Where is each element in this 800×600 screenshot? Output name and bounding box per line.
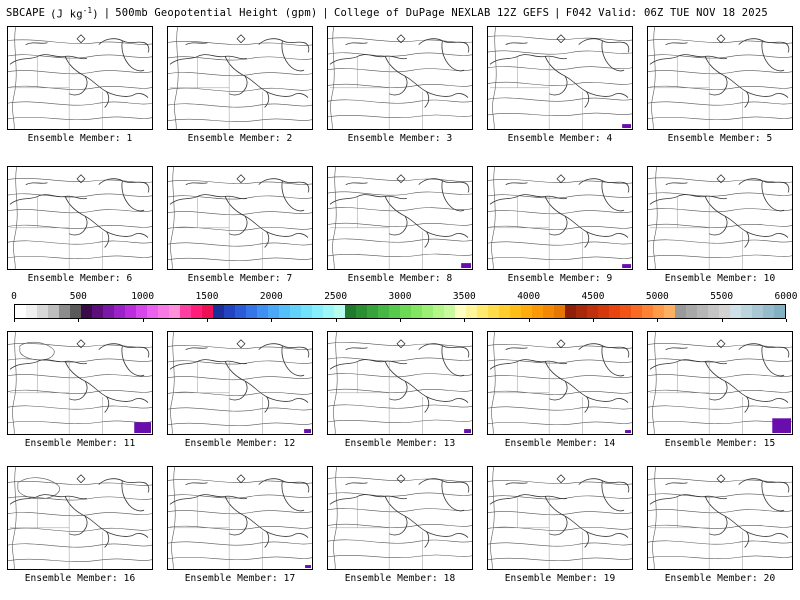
map-canvas[interactable] [487, 466, 633, 570]
colorbar-tick-labels [11, 291, 798, 304]
panel-caption: Ensemble Member: 9 [507, 273, 613, 284]
colorbar-tick-label: 5500 [710, 291, 734, 302]
map-canvas[interactable] [327, 466, 473, 570]
colorbar-swatch [554, 305, 565, 318]
panel-caption: Ensemble Member: 1 [27, 133, 133, 144]
colorbar-swatch [367, 305, 378, 318]
map-panel-6[interactable] [0, 166, 160, 284]
colorbar-swatch [202, 305, 213, 318]
colorbar-tick-label: 1500 [195, 291, 219, 302]
panel-caption: Ensemble Member: 10 [664, 273, 776, 284]
map-panel-1[interactable] [0, 26, 160, 144]
panel-caption: Ensemble Member: 16 [24, 573, 136, 584]
panel-caption: Ensemble Member: 3 [347, 133, 453, 144]
map-panel-5[interactable] [640, 26, 800, 144]
header-units: (J $kg^{-1}$) [50, 5, 99, 21]
panel-caption: Ensemble Member: 7 [187, 273, 293, 284]
colorbar-swatch [565, 305, 576, 318]
colorbar-swatch [697, 305, 708, 318]
colorbar-tick [400, 319, 401, 322]
panel-caption: Ensemble Member: 18 [344, 573, 456, 584]
header-field: SBCAPE [6, 7, 46, 19]
colorbar-tick [78, 319, 79, 322]
colorbar-swatch [675, 305, 686, 318]
panel-caption: Ensemble Member: 15 [664, 438, 776, 449]
map-canvas[interactable] [487, 331, 633, 435]
colorbar-swatch [279, 305, 290, 318]
colorbar-swatch [433, 305, 444, 318]
map-canvas[interactable] [167, 166, 313, 270]
map-panel-3[interactable] [320, 26, 480, 144]
colorbar-swatch [268, 305, 279, 318]
colorbar-tick [271, 319, 272, 322]
colorbar-swatch [158, 305, 169, 318]
colorbar-swatch [290, 305, 301, 318]
colorbar-tick [336, 319, 337, 322]
map-canvas[interactable] [487, 26, 633, 130]
colorbar-swatch [356, 305, 367, 318]
colorbar-tick [207, 319, 208, 322]
map-canvas[interactable] [647, 466, 793, 570]
colorbar-swatch [312, 305, 323, 318]
colorbar-tick [529, 319, 530, 322]
map-canvas[interactable] [167, 466, 313, 570]
map-panel-4[interactable] [480, 26, 640, 144]
colorbar [11, 291, 798, 323]
panel-caption: Ensemble Member: 4 [507, 133, 613, 144]
map-panel-20[interactable] [640, 466, 800, 584]
panel-caption: Ensemble Member: 8 [347, 273, 453, 284]
map-canvas[interactable] [7, 466, 153, 570]
colorbar-swatch [752, 305, 763, 318]
header-separator-3: | [554, 7, 561, 19]
colorbar-swatch [587, 305, 598, 318]
header-source: College of DuPage NEXLAB 12Z GEFS [333, 7, 550, 19]
map-canvas[interactable] [7, 166, 153, 270]
colorbar-swatch [477, 305, 488, 318]
colorbar-swatch [543, 305, 554, 318]
colorbar-swatch [191, 305, 202, 318]
colorbar-tick-label: 0 [11, 291, 17, 302]
colorbar-swatch [708, 305, 719, 318]
colorbar-tick-marks [14, 319, 786, 323]
colorbar-swatch [719, 305, 730, 318]
colorbar-swatch [642, 305, 653, 318]
map-panel-10[interactable] [640, 166, 800, 284]
map-canvas[interactable] [487, 166, 633, 270]
panel-row-4 [0, 466, 800, 584]
panel-caption: Ensemble Member: 19 [504, 573, 616, 584]
colorbar-swatch [114, 305, 125, 318]
colorbar-tick-label: 1000 [131, 291, 155, 302]
panel-caption: Ensemble Member: 14 [504, 438, 616, 449]
map-panel-12[interactable] [160, 331, 320, 449]
colorbar-swatch [125, 305, 136, 318]
map-panel-17[interactable] [160, 466, 320, 584]
colorbar-tick-label: 4000 [517, 291, 541, 302]
colorbar-swatch [70, 305, 81, 318]
colorbar-swatch [532, 305, 543, 318]
map-canvas[interactable] [647, 331, 793, 435]
map-panel-16[interactable] [0, 466, 160, 584]
colorbar-swatch [323, 305, 334, 318]
colorbar-swatch [730, 305, 741, 318]
colorbar-swatch [422, 305, 433, 318]
panel-row-2 [0, 166, 800, 284]
map-canvas[interactable] [7, 26, 153, 130]
header-separator-1: | [103, 7, 111, 19]
panel-caption: Ensemble Member: 17 [184, 573, 296, 584]
map-panel-15[interactable] [640, 331, 800, 449]
colorbar-tick-label: 2500 [324, 291, 348, 302]
panel-row-3 [0, 331, 800, 449]
colorbar-swatch [334, 305, 345, 318]
colorbar-swatch [455, 305, 466, 318]
colorbar-swatch [48, 305, 59, 318]
colorbar-swatch [389, 305, 400, 318]
colorbar-swatch [235, 305, 246, 318]
colorbar-swatch [653, 305, 664, 318]
panel-caption: Ensemble Member: 5 [667, 133, 773, 144]
colorbar-swatch [466, 305, 477, 318]
colorbar-swatch [664, 305, 675, 318]
colorbar-swatch [488, 305, 499, 318]
colorbar-tick-label: 3500 [452, 291, 476, 302]
colorbar-tick-label: 3000 [388, 291, 412, 302]
panel-caption: Ensemble Member: 20 [664, 573, 776, 584]
panel-caption: Ensemble Member: 13 [344, 438, 456, 449]
map-panel-14[interactable] [480, 331, 640, 449]
colorbar-tick [14, 319, 15, 322]
header-separator-2: | [322, 7, 329, 19]
map-canvas[interactable] [327, 166, 473, 270]
map-canvas[interactable] [327, 26, 473, 130]
colorbar-swatch [774, 305, 785, 318]
colorbar-swatch [444, 305, 455, 318]
colorbar-swatch [741, 305, 752, 318]
colorbar-swatch [246, 305, 257, 318]
colorbar-tick [786, 319, 787, 322]
colorbar-swatch [15, 305, 26, 318]
colorbar-swatch [631, 305, 642, 318]
colorbar-swatch [169, 305, 180, 318]
map-canvas[interactable] [647, 26, 793, 130]
colorbar-tick [722, 319, 723, 322]
colorbar-tick [593, 319, 594, 322]
colorbar-tick-label: 5000 [645, 291, 669, 302]
map-panel-2[interactable] [160, 26, 320, 144]
colorbar-swatch [686, 305, 697, 318]
header-level: 500mb Geopotential Height (gpm) [115, 7, 318, 19]
colorbar-swatch [59, 305, 70, 318]
map-canvas[interactable] [7, 331, 153, 435]
panel-caption: Ensemble Member: 12 [184, 438, 296, 449]
panel-row-1 [0, 26, 800, 144]
panel-caption: Ensemble Member: 11 [24, 438, 136, 449]
colorbar-swatch [521, 305, 532, 318]
colorbar-swatch [81, 305, 92, 318]
colorbar-swatch [26, 305, 37, 318]
colorbar-swatch [609, 305, 620, 318]
colorbar-swatch [257, 305, 268, 318]
colorbar-tick-label: 2000 [259, 291, 283, 302]
colorbar-swatch [147, 305, 158, 318]
panel-caption: Ensemble Member: 6 [27, 273, 133, 284]
colorbar-swatch [576, 305, 587, 318]
colorbar-swatch [224, 305, 235, 318]
map-panel-11[interactable] [0, 331, 160, 449]
colorbar-tick-label: 6000 [774, 291, 798, 302]
colorbar-swatch [510, 305, 521, 318]
page-title [0, 0, 800, 26]
colorbar-swatch [213, 305, 224, 318]
map-canvas[interactable] [167, 331, 313, 435]
map-panel-7[interactable] [160, 166, 320, 284]
map-panel-9[interactable] [480, 166, 640, 284]
map-panel-18[interactable] [320, 466, 480, 584]
colorbar-swatch [103, 305, 114, 318]
colorbar-swatch [378, 305, 389, 318]
colorbar-swatch [37, 305, 48, 318]
map-panel-13[interactable] [320, 331, 480, 449]
map-panel-8[interactable] [320, 166, 480, 284]
colorbar-swatch [92, 305, 103, 318]
colorbar-swatch [499, 305, 510, 318]
colorbar-tick-label: 4500 [581, 291, 605, 302]
colorbar-swatch [136, 305, 147, 318]
map-canvas[interactable] [647, 166, 793, 270]
colorbar-swatch [598, 305, 609, 318]
panel-caption: Ensemble Member: 2 [187, 133, 293, 144]
header-valid-time: F042 Valid: 06Z TUE NOV 18 2025 [565, 7, 768, 19]
colorbar-tick [143, 319, 144, 322]
map-canvas[interactable] [327, 331, 473, 435]
colorbar-swatch [301, 305, 312, 318]
colorbar-swatch [400, 305, 411, 318]
colorbar-swatch [345, 305, 356, 318]
colorbar-swatch [763, 305, 774, 318]
colorbar-tick [464, 319, 465, 322]
colorbar-tick [657, 319, 658, 322]
colorbar-tick-label: 500 [69, 291, 87, 302]
colorbar-swatches [14, 304, 786, 319]
map-panel-19[interactable] [480, 466, 640, 584]
colorbar-swatch [620, 305, 631, 318]
colorbar-swatch [411, 305, 422, 318]
map-canvas[interactable] [167, 26, 313, 130]
colorbar-swatch [180, 305, 191, 318]
